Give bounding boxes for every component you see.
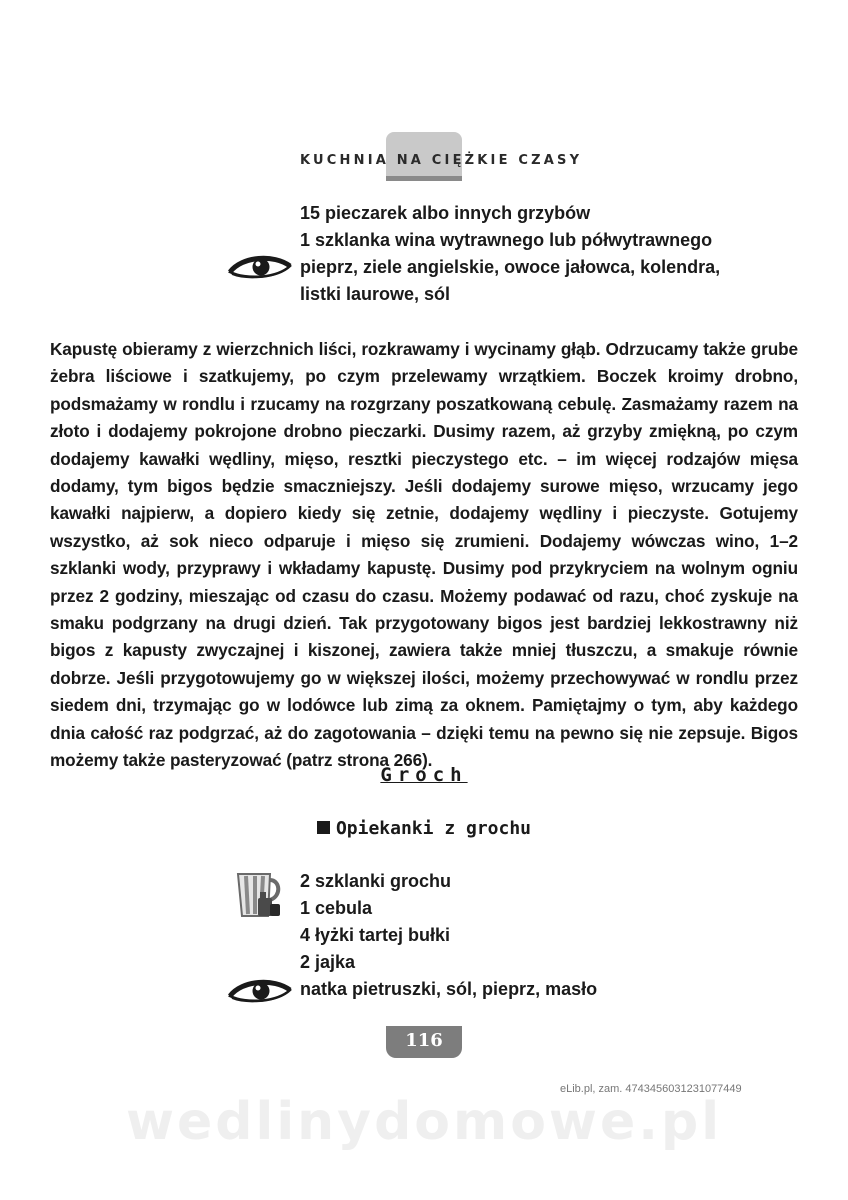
eye-icon	[228, 252, 292, 282]
ingredient-list-bigos	[300, 200, 720, 308]
ingredient-item: 15 pieczarek albo innych grzybów	[300, 203, 591, 223]
recipe-title-text: Opiekanki z grochu	[335, 818, 532, 839]
eye-icon	[228, 976, 292, 1006]
ingredient-item: listki laurowe, sól	[300, 284, 451, 304]
recipe-instructions: Kapustę obieramy z wierzchnich liści, rozkrawamy i wycinamy głąb. Odrzucamy także grube żebra liściowe i szatkujemy, po czym przelewamy wrzątkiem. Boczek kroimy drobno, podsmażamy w rondlu i rzucamy na rozgrzany poszatkowaną cebulę. Zasmażamy razem na złoto i dodajemy pokrojone drobno pieczarki. Dusimy razem, aż grzyby zmiękną, po czym dodajemy kawałki wędliny, mięso, resztki pieczystego etc. – im więcej rodzajów mięsa dodamy, tym bigos będzie smaczniejszy. Jeśli dodajemy surowe mięso, wrzucamy jego kawałki najpierw, a dopiero kiedy się zetnie, dodajemy wędliny i pieczyste. Gotujemy wszystko, aż sok nieco odparuje i mięso się zrumieni. Dodajemy wówczas wino, 1–2 szklanki wody, przyprawy i wkładamy kapustę. Dusimy pod przykryciem na wolnym ogniu przez 2 godziny, mieszając od czasu do czasu. Możemy podawać od razu, choć zyskuje na smaku podgrzany na drugi dzień. Tak przygotowany bigos jest bardziej lekkostrawny niż bigos z kapusty zwyczajnej i kiszonej, zawiera także mniej tłuszczu, a smakuje równie dobrze. Jeśli przygotowujemy go w większej ilości, możemy przechowywać w rondlu przez siedem dni, trzymając go w lodówce lub zimą za oknem. Pamiętajmy o tym, aby każdego dnia całość raz podgrzać, aż do zagotowania – dzięki temu na pewno się nie zepsuje. Bigos możemy także pasteryzować (patrz strona 266).	[50, 339, 798, 771]
watermark: wedlinydomowe.pl	[125, 1092, 723, 1152]
ingredient-item: 2 szklanki grochu	[300, 871, 452, 891]
ingredient-item: 4 łyżki tartej bułki	[300, 925, 451, 945]
ingredient-item: 1 szklanka wina wytrawnego lub półwytrawnego	[300, 230, 713, 250]
ingredient-item: pieprz, ziele angielskie, owoce jałowca, kolendra,	[300, 257, 721, 277]
header-tab-underline	[386, 176, 462, 181]
page-number: 116	[405, 1030, 443, 1051]
ingredient-item: natka pietruszki, sól, pieprz, masło	[300, 979, 598, 999]
section-heading: Groch	[380, 764, 468, 786]
square-bullet-icon	[317, 821, 330, 834]
ingredient-item: 1 cebula	[300, 898, 373, 918]
ingredient-list-opiekanki	[300, 868, 597, 1003]
measuring-cup-icon	[230, 866, 286, 922]
ingredient-item: 2 jajka	[300, 952, 356, 972]
footer-note: eLib.pl, zam. 4743456031231077449	[560, 1083, 742, 1095]
running-head: KUCHNIA NA CIĘŻKIE CZASY	[300, 153, 583, 168]
recipe-title	[0, 818, 848, 839]
